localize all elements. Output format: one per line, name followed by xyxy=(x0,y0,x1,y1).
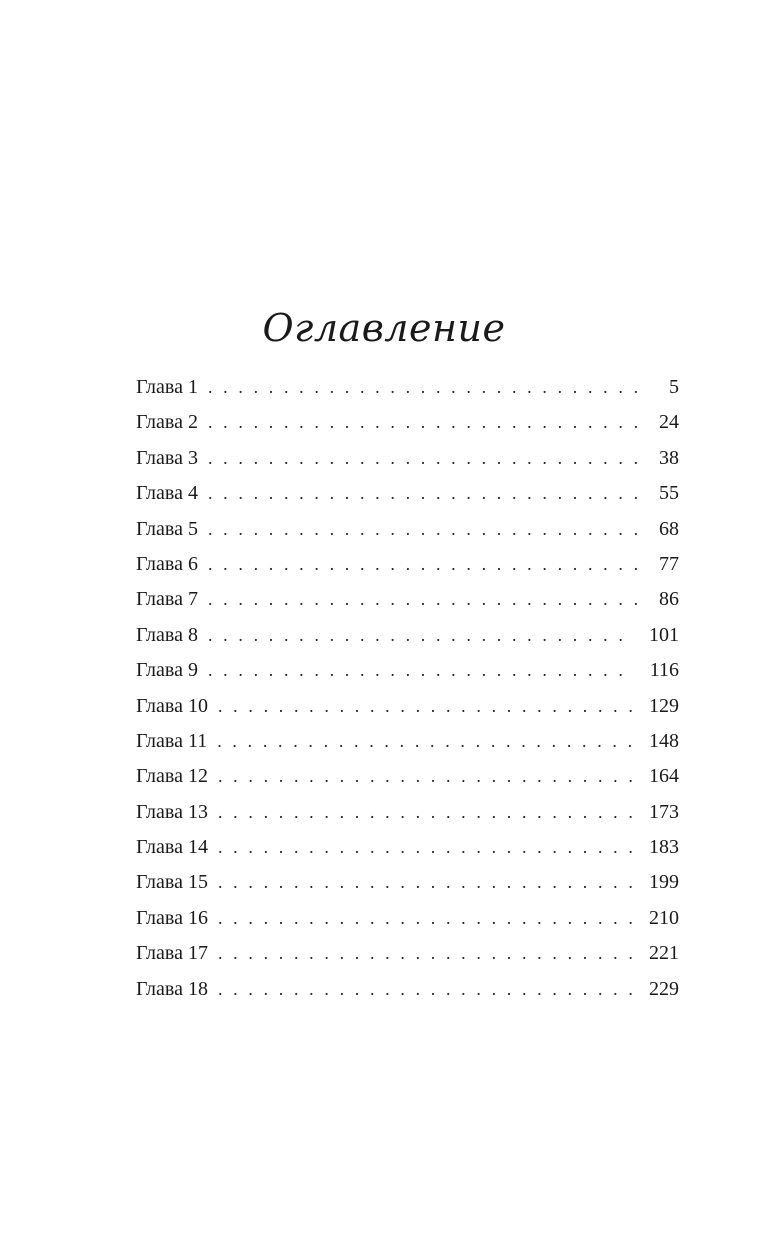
toc-entry-chapter-8 xyxy=(136,618,679,653)
toc-entry-chapter-13 xyxy=(136,795,679,830)
toc-leader-dots xyxy=(208,441,641,476)
toc-entry-page: 101 xyxy=(649,623,679,646)
toc-entry-label: Глава 9 xyxy=(136,659,198,682)
toc-leader-dots xyxy=(208,405,641,440)
toc-entry-chapter-15 xyxy=(136,865,679,900)
toc-leader-dots xyxy=(218,759,633,794)
toc-leader-dots xyxy=(208,370,641,405)
toc-entry-page: 183 xyxy=(649,836,679,859)
toc-entry-page: 173 xyxy=(649,800,679,823)
toc-leader-dots xyxy=(208,618,633,653)
toc-entry-label: Глава 4 xyxy=(136,482,198,505)
toc-entry-chapter-14 xyxy=(136,830,679,865)
toc-entry-page: 77 xyxy=(659,552,679,575)
toc-entry-page: 24 xyxy=(659,411,679,434)
toc-leader-dots xyxy=(217,724,633,759)
toc-entry-page: 86 xyxy=(659,588,679,611)
toc-leader-dots xyxy=(208,547,641,582)
toc-leader-dots xyxy=(218,865,633,900)
toc-entry-page: 164 xyxy=(649,765,679,788)
toc-entry-chapter-10 xyxy=(136,689,679,724)
toc-entry-page: 5 xyxy=(669,376,679,398)
toc-title: Оглавление xyxy=(262,306,506,350)
toc-entry-label: Глава 11 xyxy=(136,729,208,752)
toc-leader-dots xyxy=(218,795,633,830)
toc-entry-label: Глава 10 xyxy=(136,694,208,717)
toc-entry-page: 199 xyxy=(649,871,679,894)
toc-leader-dots xyxy=(208,476,641,511)
toc-leader-dots xyxy=(208,582,641,617)
toc-entry-chapter-7 xyxy=(136,582,679,617)
toc-leader-dots xyxy=(218,830,633,865)
toc-entry-label: Глава 18 xyxy=(136,977,208,1000)
toc-entry-chapter-2 xyxy=(136,405,679,440)
toc-leader-dots xyxy=(218,689,633,724)
toc-entry-label: Глава 14 xyxy=(136,836,208,859)
toc-entry-chapter-4 xyxy=(136,476,679,511)
toc-entry-page: 38 xyxy=(659,446,679,469)
toc-leader-dots xyxy=(208,512,641,547)
toc-entry-chapter-16 xyxy=(136,901,679,936)
toc-entry-chapter-11 xyxy=(136,724,679,759)
toc-entry-label: Глава 1 xyxy=(136,376,198,398)
toc-entry-page: 148 xyxy=(649,729,679,752)
toc-entry-chapter-9 xyxy=(136,653,679,688)
toc-entry-page: 129 xyxy=(649,694,679,717)
toc-list xyxy=(136,370,679,1007)
toc-entry-label: Глава 6 xyxy=(136,552,198,575)
toc-entry-label: Глава 16 xyxy=(136,906,208,929)
toc-entry-chapter-5 xyxy=(136,512,679,547)
toc-entry-chapter-18 xyxy=(136,972,679,1007)
toc-entry-chapter-17 xyxy=(136,936,679,971)
toc-entry-chapter-3 xyxy=(136,441,679,476)
toc-entry-chapter-6 xyxy=(136,547,679,582)
toc-entry-chapter-1 xyxy=(136,370,679,405)
toc-leader-dots xyxy=(218,901,633,936)
toc-entry-label: Глава 8 xyxy=(136,623,198,646)
toc-leader-dots xyxy=(208,653,634,688)
toc-entry-label: Глава 7 xyxy=(136,588,198,611)
toc-entry-page: 229 xyxy=(649,977,679,1000)
toc-entry-page: 116 xyxy=(649,659,679,682)
toc-leader-dots xyxy=(218,936,633,971)
toc-leader-dots xyxy=(218,972,633,1007)
toc-entry-label: Глава 15 xyxy=(136,871,208,894)
toc-entry-label: Глава 12 xyxy=(136,765,208,788)
toc-entry-page: 68 xyxy=(659,517,679,540)
toc-entry-page: 221 xyxy=(649,942,679,965)
toc-entry-label: Глава 3 xyxy=(136,446,198,469)
toc-entry-label: Глава 5 xyxy=(136,517,198,540)
toc-entry-page: 55 xyxy=(659,482,679,505)
toc-entry-chapter-12 xyxy=(136,759,679,794)
toc-entry-label: Глава 2 xyxy=(136,411,198,434)
toc-entry-page: 210 xyxy=(649,906,679,929)
toc-entry-label: Глава 13 xyxy=(136,800,208,823)
toc-entry-label: Глава 17 xyxy=(136,942,208,965)
